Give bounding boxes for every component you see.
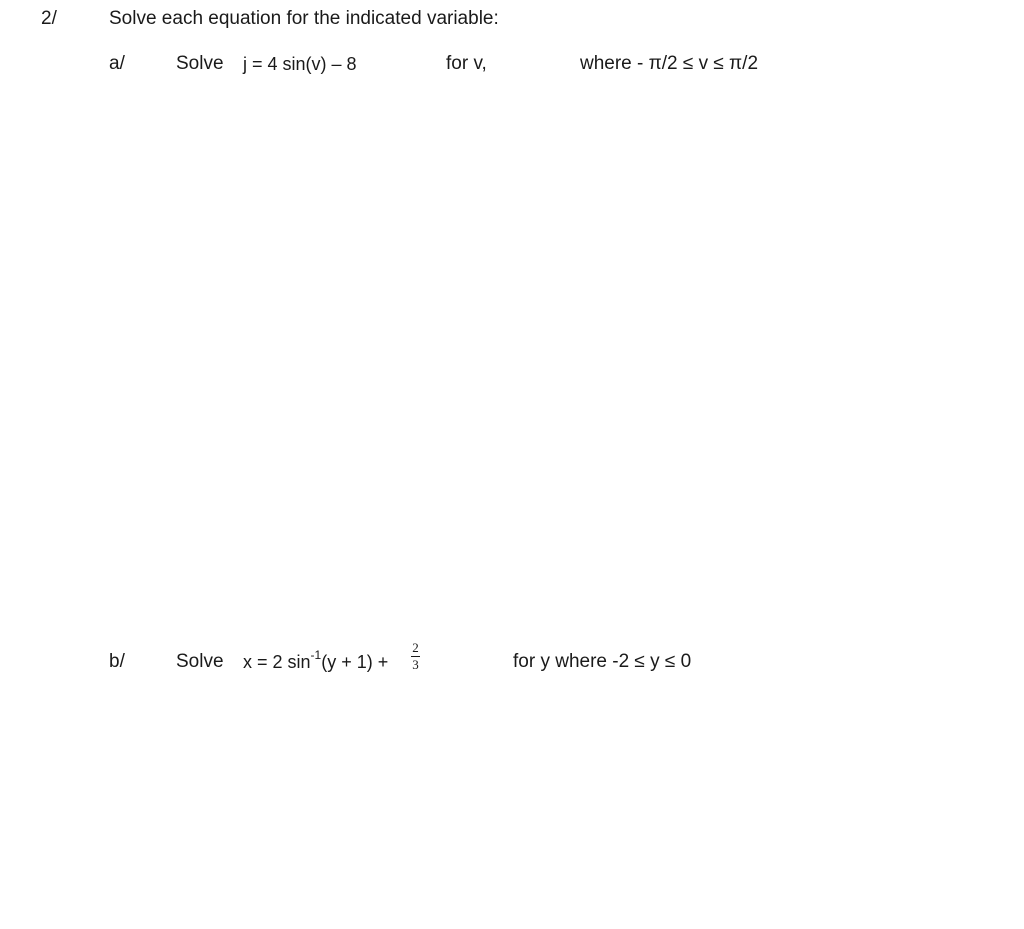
part-b-eq-lhs: x = 2 sin	[243, 652, 311, 672]
part-a-equation: j = 4 sin(v) – 8	[243, 54, 357, 74]
part-b-eq-rhs: (y + 1) +	[321, 652, 389, 672]
part-b-label: b/	[109, 651, 125, 672]
part-a-domain: where - π/2 ≤ v ≤ π/2	[580, 53, 759, 74]
problem-instruction: Solve each equation for the indicated variable:	[109, 8, 499, 29]
problem-number: 2/	[41, 8, 57, 29]
part-b-fraction	[411, 641, 420, 671]
fraction-denominator: 3	[412, 657, 419, 672]
part-a-for: for v,	[446, 53, 487, 74]
part-b-solve: Solve	[176, 651, 224, 672]
part-b-equation	[243, 648, 389, 672]
part-a-label: a/	[109, 53, 125, 74]
fraction-numerator: 2	[412, 640, 419, 655]
part-a-solve: Solve	[176, 53, 224, 74]
part-b-domain: for y where -2 ≤ y ≤ 0	[513, 651, 692, 672]
part-b-eq-exponent: -1	[310, 648, 322, 662]
